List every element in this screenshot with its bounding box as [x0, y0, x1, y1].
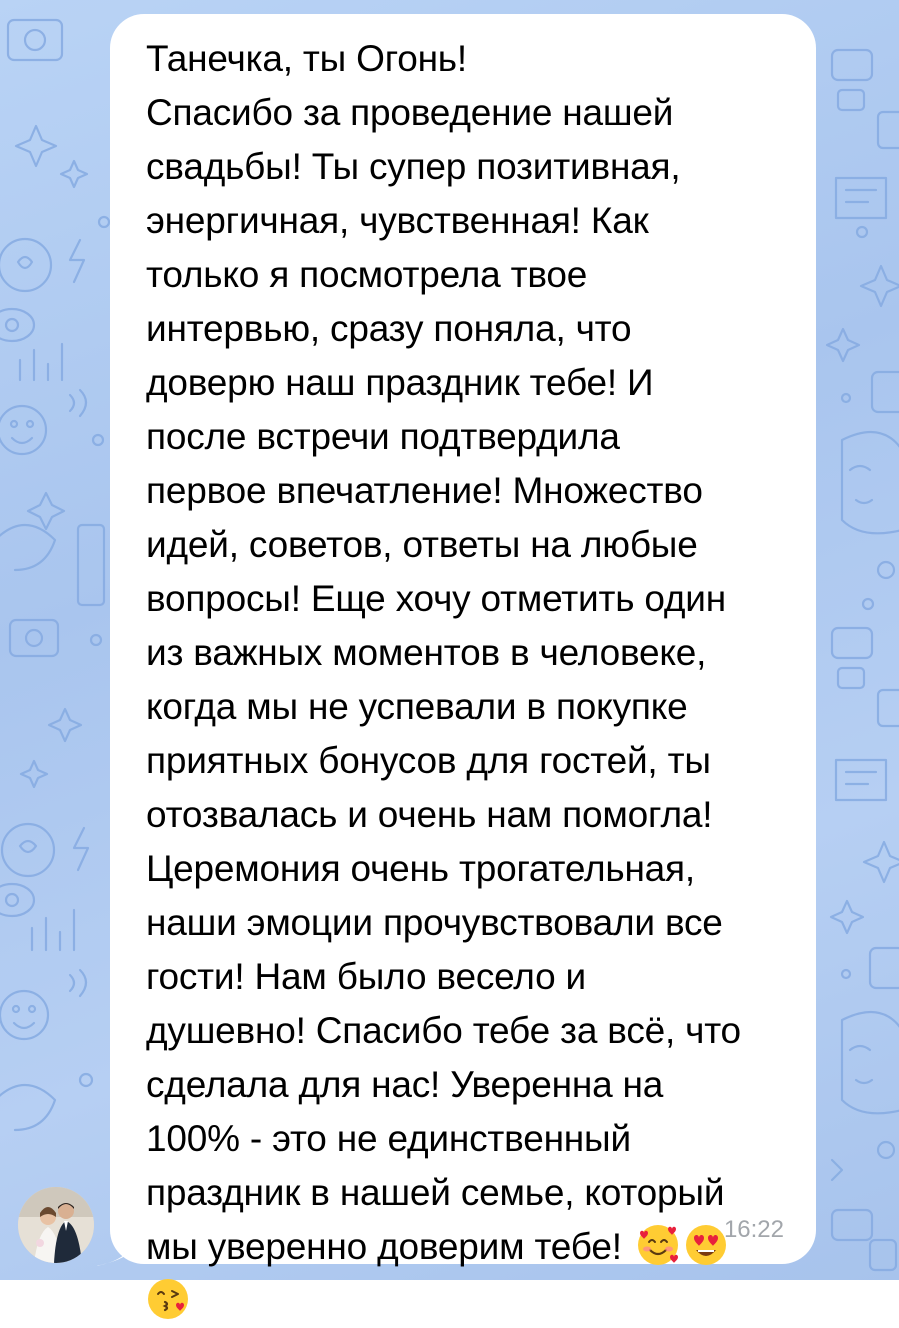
message-line: первое впечатление! Множество — [146, 470, 703, 511]
message-line: только я посмотрела твое — [146, 254, 588, 295]
message-line: праздник в нашей семье, который — [146, 1172, 725, 1213]
message-line: после встречи подтвердила — [146, 416, 620, 457]
message-line: вопросы! Еще хочу отметить один — [146, 578, 727, 619]
message-line: отозвалась и очень нам помогла! — [146, 794, 713, 835]
message-line: 100% - это не единственный — [146, 1118, 631, 1159]
message-line: Церемония очень трогательная, — [146, 848, 695, 889]
smiling-face-with-hearts-emoji — [636, 1223, 680, 1267]
kissing-face-emoji — [146, 1277, 190, 1321]
message-line: когда мы не успевали в покупке — [146, 686, 688, 727]
message-line: душевно! Спасибо тебе за всё, что — [146, 1010, 741, 1051]
message-line: сделала для нас! Уверенна на — [146, 1064, 664, 1105]
wedding-couple-photo — [18, 1187, 94, 1263]
message-line: доверю наш праздник тебе! И — [146, 362, 654, 403]
message-line: Танечка, ты Огонь! — [146, 38, 467, 79]
message-line: интервью, сразу поняла, что — [146, 308, 632, 349]
message-line: Спасибо за проведение нашей — [146, 92, 674, 133]
message-line: энергичная, чувственная! Как — [146, 200, 649, 241]
message-text — [146, 32, 796, 1328]
message-line: идей, советов, ответы на любые — [146, 524, 698, 565]
message-bubble[interactable] — [110, 14, 816, 1267]
message-line: из важных моментов в человеке, — [146, 632, 707, 673]
message-last-line: мы уверенно доверим тебе! — [146, 1226, 622, 1267]
message-line: свадьбы! Ты супер позитивная, — [146, 146, 681, 187]
message-line: гости! Нам было весело и — [146, 956, 586, 997]
heart-eyes-emoji — [684, 1223, 728, 1267]
message-line: приятных бонусов для гостей, ты — [146, 740, 711, 781]
message-line: наши эмоции прочувствовали все — [146, 902, 723, 943]
sender-avatar[interactable] — [18, 1187, 94, 1263]
message-timestamp: 16:22 — [723, 1216, 784, 1243]
